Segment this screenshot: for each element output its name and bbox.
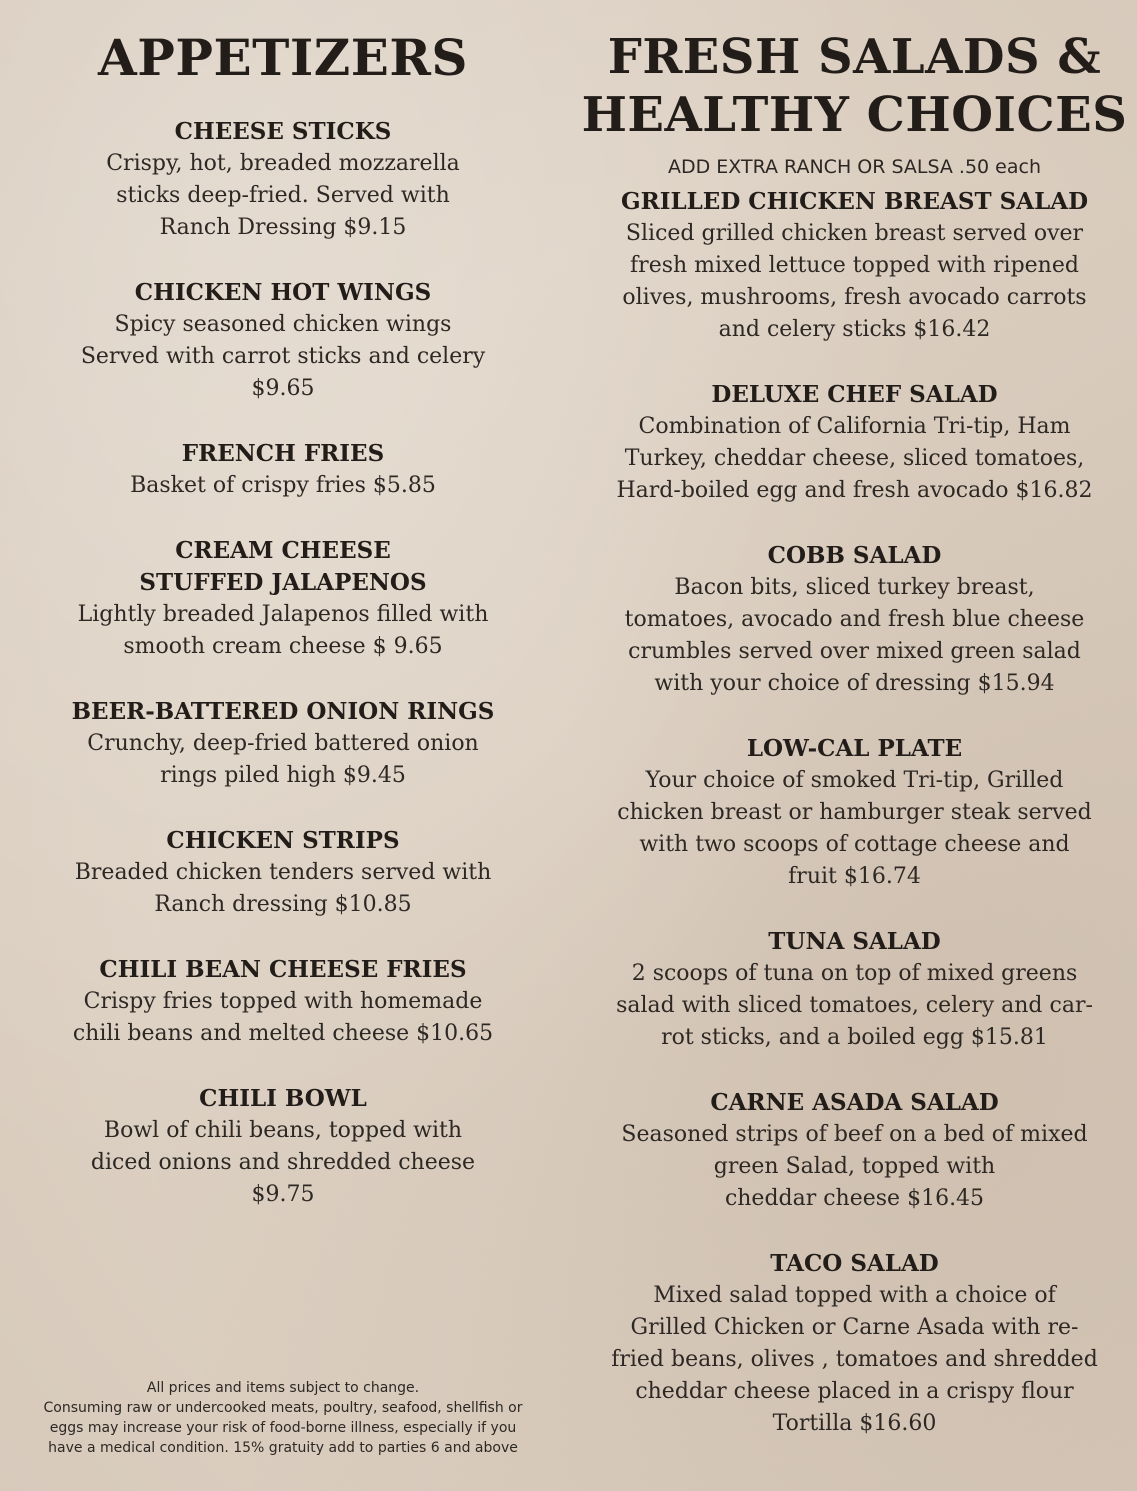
item-name: LOW-CAL PLATE	[746, 735, 963, 762]
menu-item-onion-rings	[0, 696, 566, 792]
item-name: CHILI BEAN CHEESE FRIES	[99, 956, 467, 983]
item-description: Crispy, hot, breaded mozzarella sticks deep-fried. Served with Ranch Dressing $9.15	[106, 151, 460, 240]
item-description: Bowl of chili beans, topped with diced onions and shredded cheese $9.75	[90, 1118, 476, 1207]
item-name: COBB SALAD	[767, 542, 942, 569]
item-description: Combination of California Tri-tip, Ham Turkey, cheddar cheese, sliced tomatoes, Hard-boiled egg and fresh avocado $16.82	[616, 414, 1093, 503]
item-name: CHICKEN STRIPS	[166, 827, 400, 854]
item-name: CARNE ASADA SALAD	[710, 1089, 999, 1116]
menu-disclaimer: All prices and items subject to change. Consuming raw or undercooked meats, poultry, seafood, shellfish or eggs may increase your risk of food-borne illness, especially if you have a medical condition. 15% gratuity add to parties 6 and above	[43, 1380, 523, 1456]
menu-item-stuffed-jalapenos	[0, 535, 566, 663]
item-description: Crispy fries topped with homemade chili beans and melted cheese $10.65	[72, 989, 494, 1046]
menu-item-low-cal-plate	[572, 733, 1137, 893]
menu-item-chicken-hot-wings	[0, 277, 566, 405]
menu-item-deluxe-chef-salad	[572, 379, 1137, 507]
menu-item-chili-bean-cheese-fries	[0, 954, 566, 1050]
appetizers-title: APPETIZERS	[98, 28, 468, 87]
item-name: CHILI BOWL	[199, 1085, 367, 1112]
salads-column	[572, 0, 1137, 1440]
item-description: Basket of crispy fries $5.85	[130, 473, 436, 498]
item-description: Crunchy, deep-fried battered onion rings piled high $9.45	[87, 731, 479, 788]
menu-item-french-fries	[0, 438, 566, 502]
appetizers-list	[0, 116, 566, 1211]
menu-item-cheese-sticks	[0, 116, 566, 244]
item-description: Seasoned strips of beef on a bed of mixed green Salad, topped with cheddar cheese $16.45	[621, 1122, 1088, 1211]
item-name: TUNA SALAD	[768, 928, 941, 955]
item-description: Bacon bits, sliced turkey breast, tomatoes, avocado and fresh blue cheese crumbles served over mixed green salad with your choice of dressing $15.94	[624, 575, 1085, 696]
item-name: FRENCH FRIES	[181, 440, 385, 467]
item-description: Lightly breaded Jalapenos filled with smooth cream cheese $ 9.65	[77, 602, 489, 659]
item-description: Spicy seasoned chicken wings Served with carrot sticks and celery $9.65	[80, 312, 486, 401]
item-description: Sliced grilled chicken breast served over fresh mixed lettuce topped with ripened olives, mushrooms, fresh avocado carrots and celery sticks $16.42	[622, 221, 1087, 342]
item-name: CHICKEN HOT WINGS	[134, 279, 432, 306]
item-name: TACO SALAD	[770, 1250, 939, 1277]
menu-item-carne-asada-salad	[572, 1087, 1137, 1215]
item-name: BEER-BATTERED ONION RINGS	[71, 698, 495, 725]
menu-item-chili-bowl	[0, 1083, 566, 1211]
item-description: 2 scoops of tuna on top of mixed greens salad with sliced tomatoes, celery and car- rot sticks, and a boiled egg $15.81	[616, 961, 1093, 1050]
item-description: Your choice of smoked Tri-tip, Grilled chicken breast or hamburger steak served with two scoops of cottage cheese and fruit $16.74	[617, 768, 1092, 889]
menu-item-tuna-salad	[572, 926, 1137, 1054]
menu-item-grilled-chicken-salad	[572, 186, 1137, 346]
appetizers-column	[0, 0, 566, 1211]
salads-title: FRESH SALADS & HEALTHY CHOICES	[581, 29, 1128, 143]
menu-item-chicken-strips	[0, 825, 566, 921]
item-description: Breaded chicken tenders served with Ranch dressing $10.85	[74, 860, 492, 917]
menu-item-taco-salad	[572, 1248, 1137, 1440]
extra-dressing-note: ADD EXTRA RANCH OR SALSA .50 each	[667, 156, 1041, 178]
menu-item-cobb-salad	[572, 540, 1137, 700]
item-description: Mixed salad topped with a choice of Grilled Chicken or Carne Asada with re- fried beans, olives , tomatoes and shredded cheddar cheese placed in a crispy flour Tortilla $16.60	[611, 1283, 1098, 1436]
item-name: CHEESE STICKS	[174, 118, 392, 145]
item-name: CREAM CHEESE STUFFED JALAPENOS	[139, 537, 427, 596]
item-name: DELUXE CHEF SALAD	[711, 381, 998, 408]
item-name: GRILLED CHICKEN BREAST SALAD	[620, 188, 1089, 215]
salads-list	[572, 186, 1137, 1440]
